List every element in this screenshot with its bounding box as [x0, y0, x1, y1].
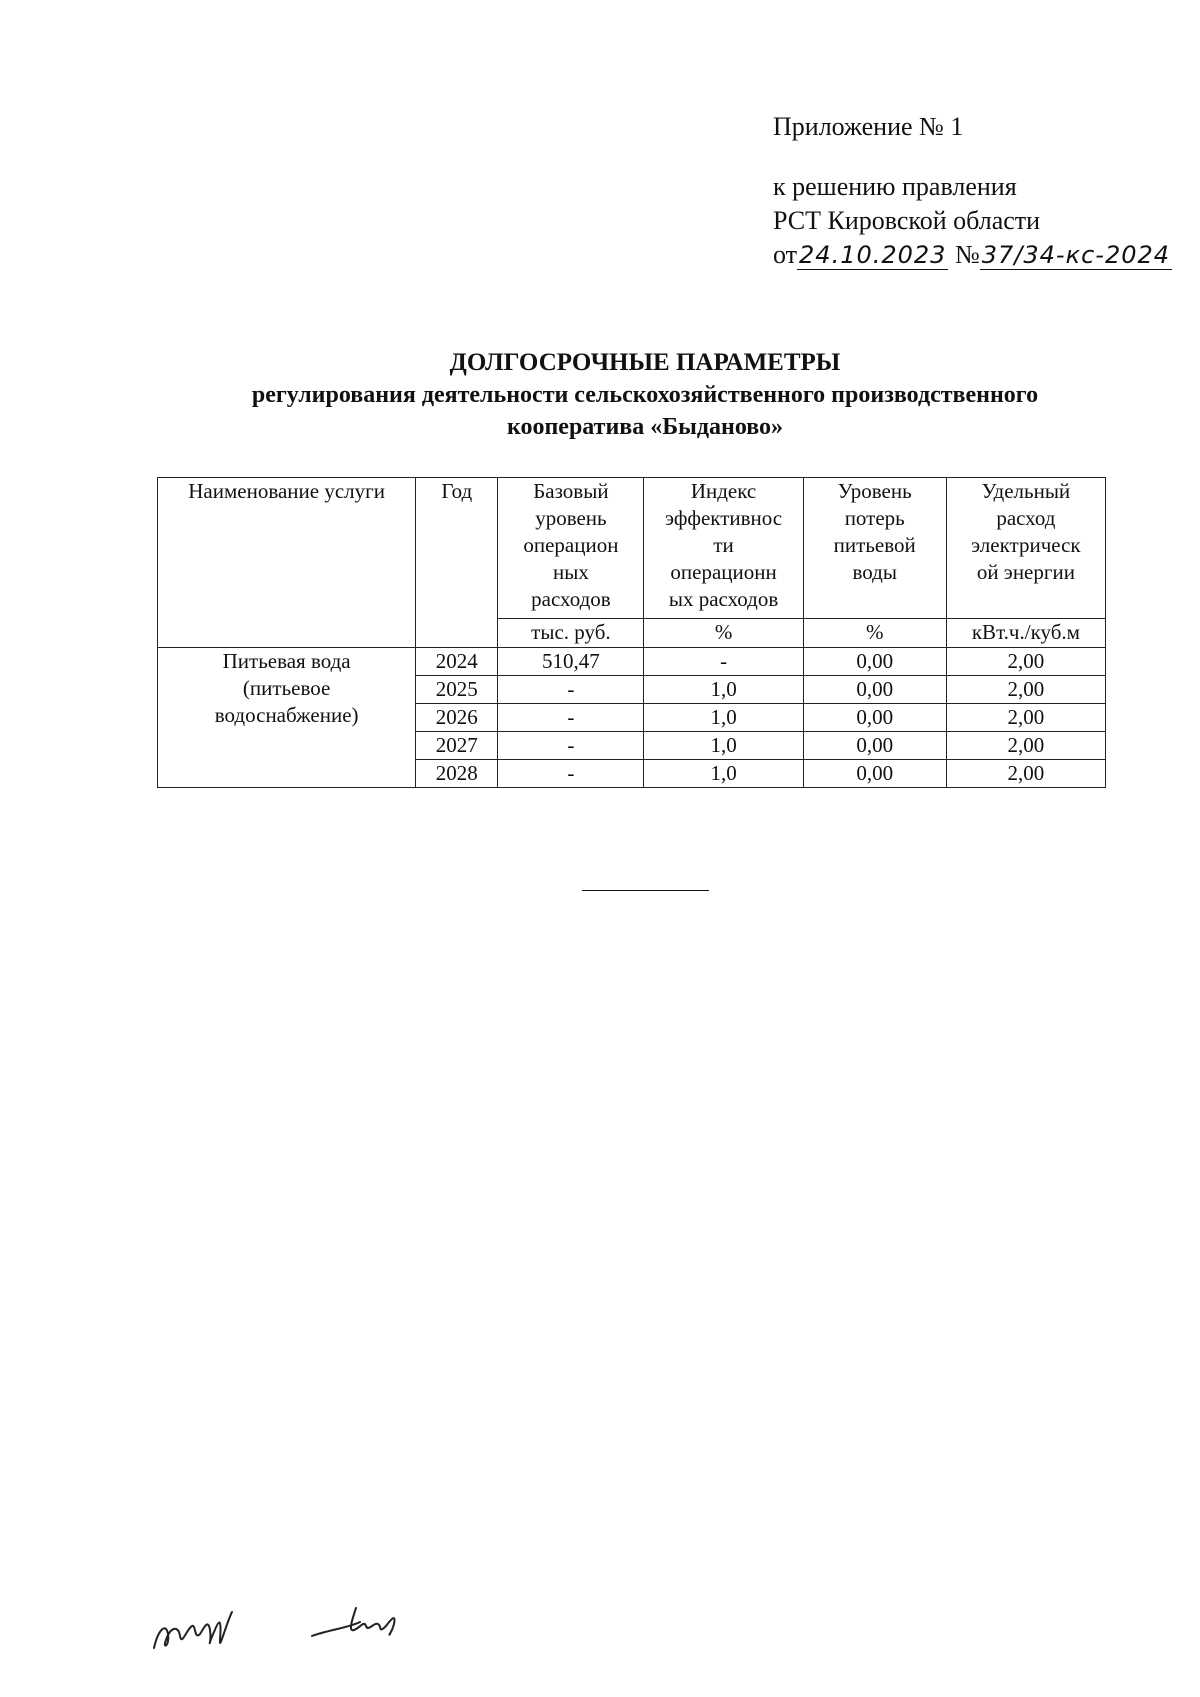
handwritten-date: 24.10.2023	[799, 241, 947, 269]
table-header-row	[158, 478, 1106, 619]
end-divider	[582, 890, 709, 891]
appendix-block	[773, 110, 1172, 272]
cell-index: 1,0	[644, 760, 803, 788]
cell-base: -	[498, 704, 644, 732]
parameters-table	[157, 477, 1106, 788]
header-service-name: Наименование услуги	[158, 478, 416, 648]
heading-sub-line-2: кооператива «Быданово»	[506, 414, 784, 440]
header-specific-energy: Удельный расход электрическ ой энергии	[946, 478, 1105, 619]
cell-loss: 0,00	[803, 760, 946, 788]
cell-specific: 2,00	[946, 732, 1105, 760]
cell-year: 2028	[416, 760, 498, 788]
service-name-cell: Питьевая вода (питьевое водоснабжение)	[158, 648, 416, 788]
from-prefix: от	[773, 240, 798, 269]
header-year: Год	[416, 478, 498, 648]
cell-loss: 0,00	[803, 704, 946, 732]
unit-base: тыс. руб.	[498, 619, 644, 648]
unit-specific: кВт.ч./куб.м	[946, 619, 1105, 648]
cell-loss: 0,00	[803, 648, 946, 676]
cell-specific: 2,00	[946, 760, 1105, 788]
cell-base: -	[498, 760, 644, 788]
cell-year: 2024	[416, 648, 498, 676]
unit-index: %	[644, 619, 803, 648]
cell-index: 1,0	[644, 732, 803, 760]
cell-loss: 0,00	[803, 676, 946, 704]
cell-specific: 2,00	[946, 676, 1105, 704]
appendix-title: Приложение № 1	[773, 112, 964, 141]
appendix-line-1: к решению правления	[773, 172, 1017, 201]
cell-base: -	[498, 732, 644, 760]
unit-loss: %	[803, 619, 946, 648]
cell-loss: 0,00	[803, 732, 946, 760]
appendix-date-number	[773, 238, 1172, 272]
cell-index: -	[644, 648, 803, 676]
heading-sub-line-1: регулирования деятельности сельскохозяйственного производственного	[251, 382, 1039, 408]
cell-base: -	[498, 676, 644, 704]
cell-specific: 2,00	[946, 704, 1105, 732]
cell-base: 510,47	[498, 648, 644, 676]
header-efficiency-index: Индекс эффективнос ти операционн ых расходов	[644, 478, 803, 619]
heading-main: ДОЛГОСРОЧНЫЕ ПАРАМЕТРЫ	[449, 349, 841, 376]
appendix-line-2: РСТ Кировской области	[773, 206, 1041, 235]
cell-year: 2027	[416, 732, 498, 760]
header-water-loss: Уровень потерь питьевой воды	[803, 478, 946, 619]
cell-specific: 2,00	[946, 648, 1105, 676]
cell-index: 1,0	[644, 704, 803, 732]
cell-year: 2025	[416, 676, 498, 704]
handwritten-number: 37/34-кс-2024	[981, 241, 1171, 269]
cell-year: 2026	[416, 704, 498, 732]
signature-2-icon	[308, 1600, 428, 1650]
number-prefix: №	[954, 240, 980, 269]
document-heading	[140, 347, 1150, 443]
signature-1-icon	[148, 1600, 258, 1660]
cell-index: 1,0	[644, 676, 803, 704]
table-row	[158, 648, 1106, 676]
header-base-level: Базовый уровень операцион ных расходов	[498, 478, 644, 619]
